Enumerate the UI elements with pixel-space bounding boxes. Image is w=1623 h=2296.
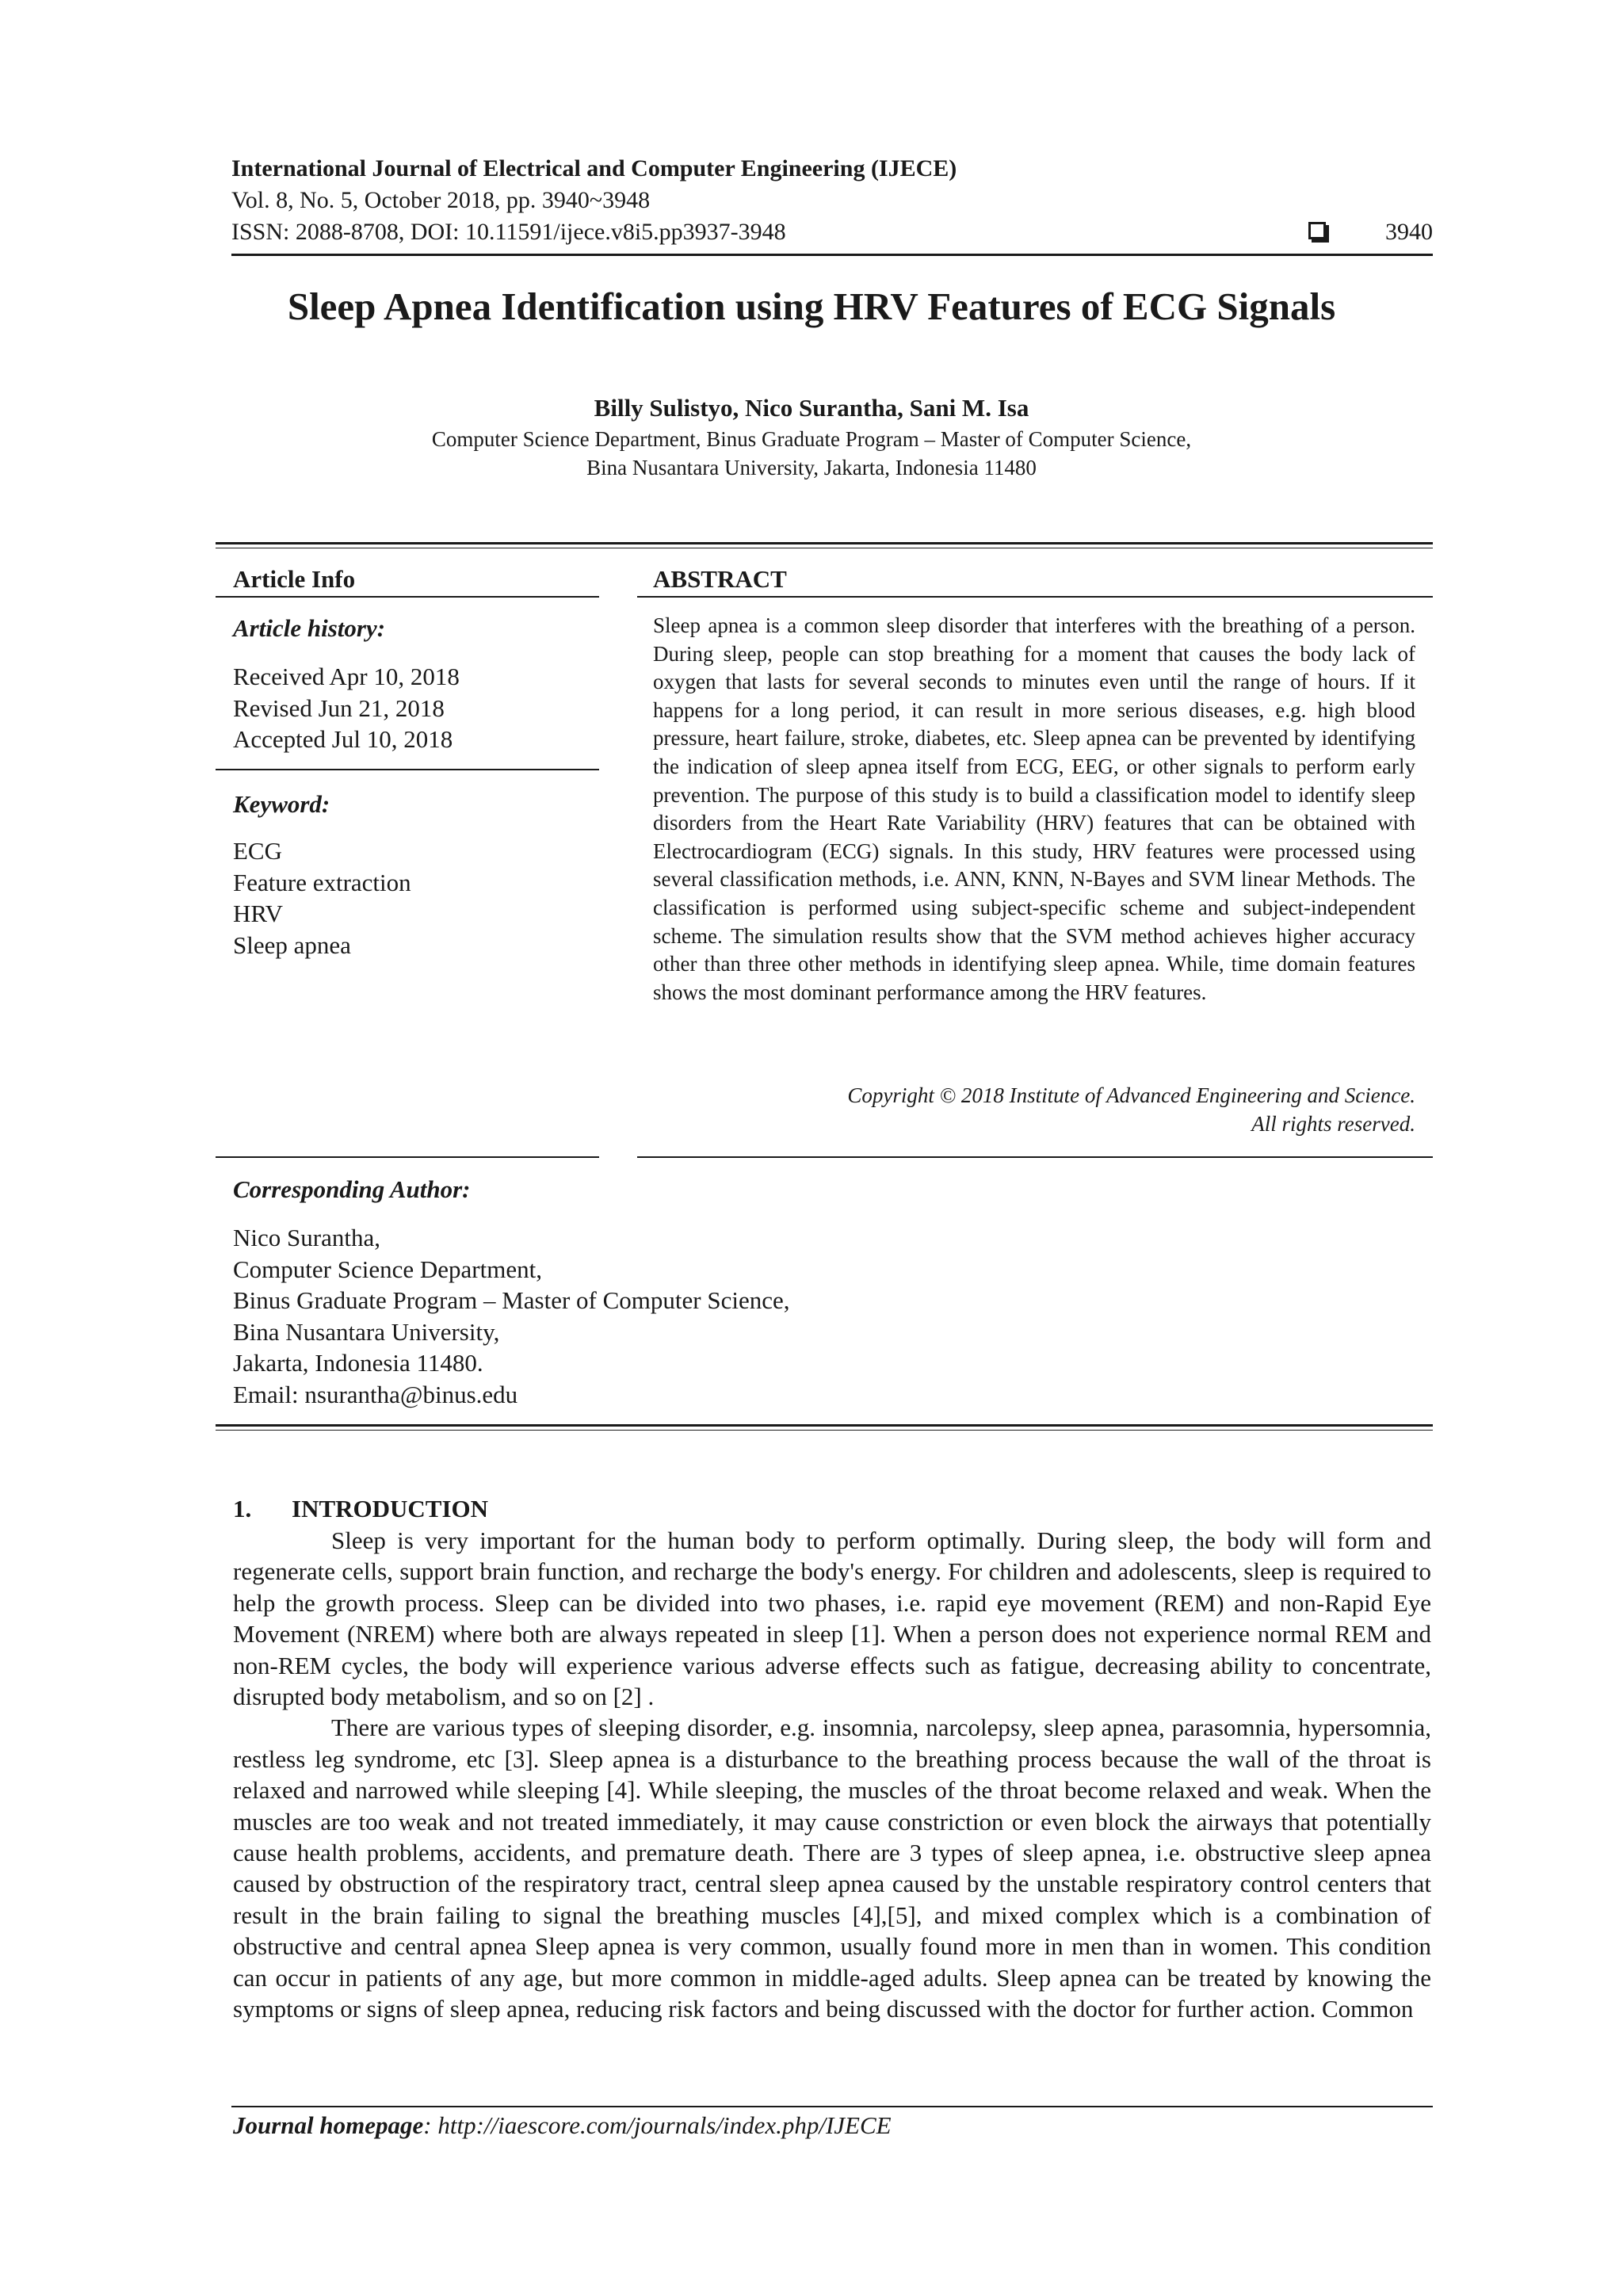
corresponding-author-details bbox=[233, 1222, 790, 1410]
affiliation-line-2: Bina Nusantara University, Jakarta, Indonesia 11480 bbox=[586, 456, 1037, 479]
copyright-line-2: All rights reserved. bbox=[1251, 1112, 1415, 1136]
keyword-item: ECG bbox=[233, 837, 282, 865]
history-received: Received Apr 10, 2018 bbox=[233, 663, 460, 690]
introduction-body bbox=[233, 1525, 1431, 2025]
corresponding-email: Email: nsurantha@binus.edu bbox=[233, 1380, 518, 1408]
article-info-underline bbox=[216, 596, 599, 598]
keyword-item: Feature extraction bbox=[233, 868, 411, 896]
corresponding-location: Jakarta, Indonesia 11480. bbox=[233, 1349, 483, 1377]
section-heading-introduction bbox=[233, 1493, 488, 1525]
abstract-heading: ABSTRACT bbox=[653, 565, 787, 593]
history-revised: Revised Jun 21, 2018 bbox=[233, 693, 445, 722]
header-rule bbox=[231, 254, 1433, 256]
copyright-notice bbox=[653, 1081, 1415, 1138]
journal-homepage-link[interactable]: http://iaescore.com/journals/index.php/IJECE bbox=[431, 2111, 892, 2139]
corresponding-program: Binus Graduate Program – Master of Computer Science, bbox=[233, 1286, 790, 1314]
article-history-list bbox=[233, 661, 460, 755]
section-number: 1. bbox=[233, 1495, 252, 1522]
footer-rule bbox=[231, 2106, 1433, 2107]
history-divider bbox=[216, 769, 599, 770]
keyword-list bbox=[233, 835, 411, 961]
body-paragraph: Sleep is very important for the human body to perform optimally. During sleep, the body will form and regenerate cells, support brain function, and recharge the body's energy. For children and adolescents, sleep is required to help the growth process. Sleep can be divided into two phases, i.e. rapid eye movement (REM) and non-Rapid Eye Movement (NREM) where both are always repeated in sleep [1]. When a person does not experience normal REM and non-REM cycles, the body will experience various adverse effects such as fatigue, decreasing ability to concentrate, disrupted body metabolism, and so on [2] . bbox=[233, 1526, 1431, 1711]
journal-homepage-footer bbox=[233, 2110, 892, 2141]
keyword-item: Sleep apnea bbox=[233, 930, 351, 959]
info-bottom-rule-left bbox=[216, 1156, 599, 1158]
footer-separator: : bbox=[423, 2111, 432, 2139]
footer-label: Journal homepage bbox=[233, 2111, 424, 2139]
corresponding-university: Bina Nusantara University, bbox=[233, 1317, 500, 1346]
affiliation-line-1: Computer Science Department, Binus Graduate Program – Master of Computer Science, bbox=[431, 427, 1192, 451]
article-info-heading: Article Info bbox=[233, 565, 356, 593]
info-box-top-rule bbox=[216, 542, 1433, 548]
checkbox-glyph-icon bbox=[1308, 222, 1326, 239]
copyright-line-1: Copyright © 2018 Institute of Advanced Engineering and Science. bbox=[847, 1083, 1415, 1107]
page-number: 3940 bbox=[1385, 219, 1433, 245]
corresponding-name: Nico Surantha, bbox=[233, 1224, 380, 1251]
section-title: INTRODUCTION bbox=[292, 1495, 489, 1522]
author-list: Billy Sulistyo, Nico Surantha, Sani M. Isa bbox=[594, 394, 1029, 422]
journal-issn-doi: ISSN: 2088-8708, DOI: 10.11591/ijece.v8i5.pp3937-3948 bbox=[231, 219, 786, 245]
body-paragraph: There are various types of sleeping disorder, e.g. insomnia, narcolepsy, sleep apnea, parasomnia, hypersomnia, restless leg syndrome, etc [3]. Sleep apnea is a disturbance to the breathing process because the wall of the throat is relaxed and narrowed while sleeping [4]. While sleeping, the muscles of the throat become relaxed and weak. When the muscles are too weak and not treated immediately, it may cause constriction or even block the airways that potentially cause health problems, accidents, and premature death. There are 3 types of sleep apnea, i.e. obstructive sleep apnea caused by obstruction of the respiratory tract, central sleep apnea caused by the unstable respiratory control centers that result in the brain failing to signal the breathing muscles [4],[5], and mixed complex which is a combination of obstructive and central apnea Sleep apnea is very common, usually found more in men than in women. This condition can occur in patients of any age, but more common in middle-aged adults. Sleep apnea can be treated by knowing the symptoms or signs of sleep apnea, reducing risk factors and being discussed with the doctor for further action. Common bbox=[233, 1713, 1431, 2023]
paper-title: Sleep Apnea Identification using HRV Features of ECG Signals bbox=[287, 285, 1336, 328]
journal-volume: Vol. 8, No. 5, October 2018, pp. 3940~3948 bbox=[231, 187, 651, 213]
info-bottom-rule-right bbox=[637, 1156, 1433, 1158]
corresponding-author-heading: Corresponding Author: bbox=[233, 1175, 471, 1203]
info-box-bottom-rule bbox=[216, 1424, 1433, 1431]
article-history-heading: Article history: bbox=[233, 614, 386, 642]
journal-name: International Journal of Electrical and Computer Engineering (IJECE) bbox=[231, 155, 957, 181]
keyword-heading: Keyword: bbox=[233, 790, 330, 818]
history-accepted: Accepted Jul 10, 2018 bbox=[233, 725, 453, 753]
abstract-underline bbox=[637, 596, 1433, 598]
keyword-item: HRV bbox=[233, 900, 283, 927]
corresponding-department: Computer Science Department, bbox=[233, 1255, 542, 1283]
abstract-text: Sleep apnea is a common sleep disorder that interferes with the breathing of a person. During sleep, people can stop breathing for a moment that causes the body lack of oxygen that lasts for several seconds to minutes even until the range of hours. If it happens for a long period, it can result in more serious diseases, e.g. high blood pressure, heart failure, stroke, diabetes, etc. Sleep apnea can be prevented by identifying the indication of sleep apnea itself from ECG, EEG, or other signals to perform early prevention. The purpose of this study is to build a classification model to identify sleep disorders from the Heart Rate Variability (HRV) features that can be obtained with Electrocardiogram (ECG) signals. In this study, HRV features were processed using several classification methods, i.e. ANN, KNN, N-Bayes and SVM linear Methods. The classification is performed using subject-specific scheme and subject-independent scheme. The simulation results show that the SVM method achieves higher accuracy other than three other methods in identifying sleep apnea. While, time domain features shows the most dominant performance among the HRV features. bbox=[653, 613, 1415, 1004]
